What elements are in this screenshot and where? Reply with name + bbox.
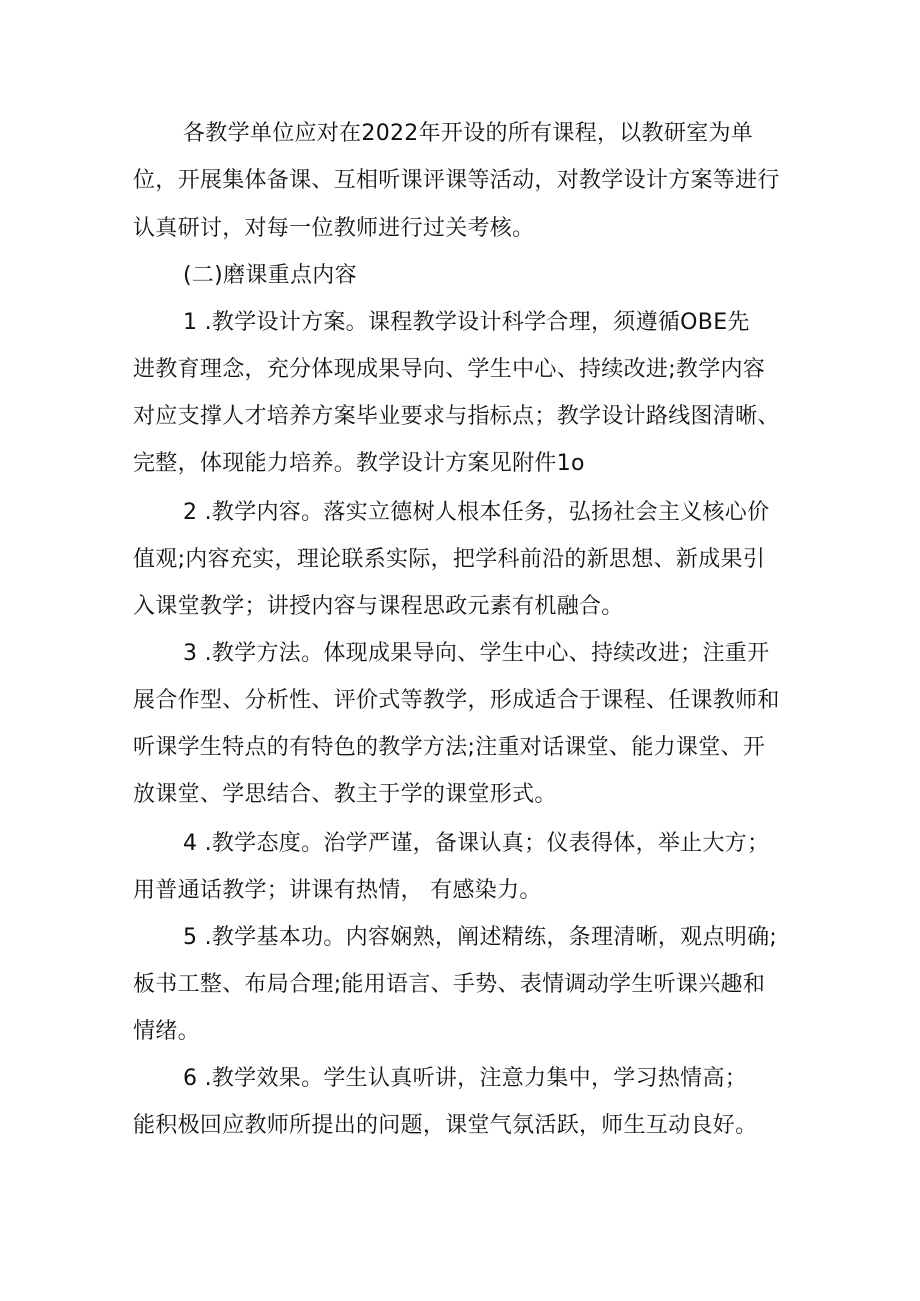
text-line: 6 .教学效果。学生认真听讲，注意力集中，学习热情高；: [183, 1066, 748, 1091]
text-line: 情绪。: [133, 1019, 200, 1044]
text-line: 能积极回应教师所提出的问题，课堂气氛活跃，师生互动良好。: [133, 1113, 758, 1138]
text-line: 听课学生特点的有特色的教学方法;注重对话课堂、能力课堂、开: [133, 735, 766, 760]
text-line: 值观;内容充实，理论联系实际，把学科前沿的新思想、新成果引: [133, 547, 766, 572]
heading-line: (二)磨课重点内容: [183, 263, 357, 288]
text-line: 3 .教学方法。体现成果导向、学生中心、持续改进；注重开: [183, 641, 770, 666]
text-line: 板书工整、布局合理;能用语言、手势、表情调动学生听课兴趣和: [133, 972, 766, 997]
text-line: 完整，体现能力培养。教学设计方案见附件1o: [133, 451, 585, 476]
text-line: 4 .教学态度。治学严谨，备课认真；仪表得体，举止大方；: [183, 831, 770, 856]
text-line: 对应支撑人才培养方案毕业要求与指标点；教学设计路线图清晰、: [133, 404, 780, 429]
text-line: 位，开展集体备课、互相听课评课等活动，对教学设计方案等进行: [133, 168, 780, 193]
text-line: 放课堂、学思结合、教主于学的课堂形式。: [133, 782, 557, 807]
text-line: 展合作型、分析性、评价式等教学，形成适合于课程、任课教师和: [133, 688, 780, 713]
text-line: 进教育理念，充分体现成果导向、学生中心、持续改进;教学内容: [133, 357, 766, 382]
text-line: 入课堂教学；讲授内容与课程思政元素有机融合。: [133, 594, 624, 619]
text-line: 用普通话教学；讲课有热情， 有感染力。: [133, 878, 542, 903]
text-line: 5 .教学基本功。内容娴熟，阐述精练，条理清晰，观点明确;: [183, 925, 778, 950]
text-line: 2 .教学内容。落实立德树人根本任务，弘扬社会主义核心价: [183, 500, 770, 525]
text-line: 认真研讨，对每一位教师进行过关考核。: [133, 216, 535, 241]
text-line: 1 .教学设计方案。课程教学设计科学合理，须遵循OBE先: [183, 310, 750, 335]
text-line: 各教学单位应对在2022年开设的所有课程，以教研室为单: [183, 121, 754, 146]
